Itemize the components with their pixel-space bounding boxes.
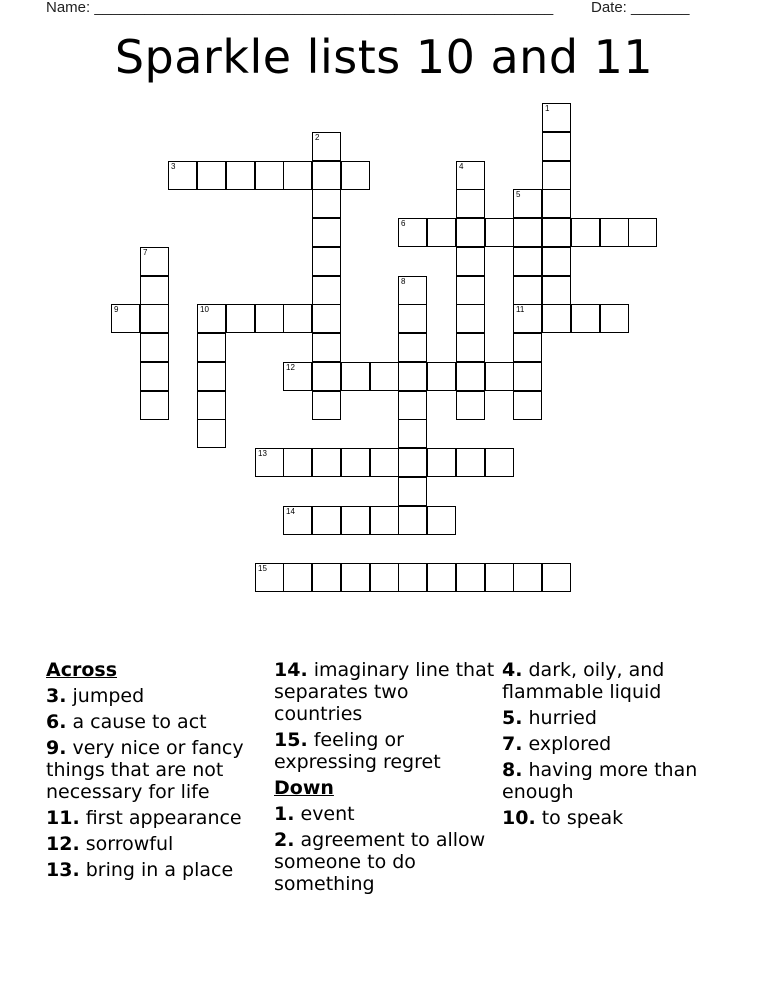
clue-number: 7. — [502, 733, 523, 755]
grid-cell[interactable] — [283, 506, 312, 535]
grid-cell[interactable] — [312, 362, 341, 391]
clue-text: explored — [528, 733, 612, 755]
clue-down-7 — [502, 733, 732, 755]
grid-cell[interactable] — [226, 304, 255, 333]
grid-cell[interactable] — [140, 362, 169, 391]
across-heading: Across — [46, 659, 118, 681]
cell-number: 5 — [516, 190, 521, 199]
cell-number: 1 — [545, 104, 550, 113]
clue-across-15 — [274, 729, 496, 773]
grid-cell[interactable] — [513, 247, 542, 276]
grid-cell[interactable] — [197, 304, 226, 333]
grid-cell[interactable] — [398, 419, 427, 448]
grid-cell[interactable] — [140, 276, 169, 305]
clue-down-2 — [274, 829, 496, 895]
grid-cell[interactable] — [513, 276, 542, 305]
grid-cell[interactable] — [197, 161, 226, 190]
grid-cell[interactable] — [312, 247, 341, 276]
grid-cell[interactable] — [513, 304, 542, 333]
cell-number: 8 — [401, 277, 406, 286]
clue-number: 4. — [502, 659, 523, 681]
grid-cell[interactable] — [111, 304, 140, 333]
grid-cell[interactable] — [312, 391, 341, 420]
grid-cell[interactable] — [456, 218, 485, 247]
cell-number: 12 — [286, 363, 295, 372]
clue-number: 12. — [46, 833, 80, 855]
clue-text: event — [300, 803, 355, 825]
grid-cell[interactable] — [370, 506, 399, 535]
clue-across-3 — [46, 685, 266, 707]
clue-number: 6. — [46, 711, 67, 733]
grid-cell[interactable] — [571, 304, 600, 333]
cell-number: 3 — [171, 162, 176, 171]
grid-cell[interactable] — [398, 477, 427, 506]
grid-cell[interactable] — [398, 333, 427, 362]
grid-cell[interactable] — [312, 304, 341, 333]
grid-cell[interactable] — [255, 304, 284, 333]
grid-cell[interactable] — [513, 218, 542, 247]
grid-cell[interactable] — [456, 333, 485, 362]
grid-cell[interactable] — [513, 391, 542, 420]
clues-column-3 — [502, 659, 732, 833]
cell-number: 14 — [286, 507, 295, 516]
clue-down-4 — [502, 659, 732, 703]
date-line: _______ — [631, 0, 690, 16]
grid-cell[interactable] — [542, 103, 571, 132]
grid-cell[interactable] — [312, 189, 341, 218]
clue-number: 8. — [502, 759, 523, 781]
grid-cell[interactable] — [542, 161, 571, 190]
grid-cell[interactable] — [398, 448, 427, 477]
clue-text: imaginary line that separates two countries — [274, 659, 495, 725]
grid-cell[interactable] — [542, 563, 571, 592]
grid-cell[interactable] — [312, 132, 341, 161]
grid-cell[interactable] — [513, 362, 542, 391]
clue-text: a cause to act — [72, 711, 207, 733]
clue-text: hurried — [528, 707, 597, 729]
grid-cell[interactable] — [283, 362, 312, 391]
grid-cell[interactable] — [341, 563, 370, 592]
grid-cell[interactable] — [370, 563, 399, 592]
grid-cell[interactable] — [456, 391, 485, 420]
grid-cell[interactable] — [456, 276, 485, 305]
grid-cell[interactable] — [312, 333, 341, 362]
cell-number: 9 — [114, 305, 119, 314]
grid-cell[interactable] — [513, 563, 542, 592]
clue-text: jumped — [72, 685, 145, 707]
grid-cell[interactable] — [456, 247, 485, 276]
clue-number: 9. — [46, 737, 67, 759]
grid-cell[interactable] — [542, 132, 571, 161]
clue-across-6 — [46, 711, 266, 733]
clue-number: 1. — [274, 803, 295, 825]
clue-number: 11. — [46, 807, 80, 829]
grid-cell[interactable] — [485, 218, 514, 247]
grid-cell[interactable] — [140, 333, 169, 362]
clue-down-1 — [274, 803, 496, 825]
grid-cell[interactable] — [542, 304, 571, 333]
cell-number: 13 — [258, 449, 267, 458]
clue-number: 14. — [274, 659, 308, 681]
grid-cell[interactable] — [197, 391, 226, 420]
grid-cell[interactable] — [427, 506, 456, 535]
grid-cell[interactable] — [398, 218, 427, 247]
grid-cell[interactable] — [312, 276, 341, 305]
clue-number: 5. — [502, 707, 523, 729]
grid-cell[interactable] — [370, 362, 399, 391]
clue-text: agreement to allow someone to do something — [274, 829, 486, 895]
clue-text: to speak — [541, 807, 624, 829]
grid-cell[interactable] — [456, 563, 485, 592]
grid-cell[interactable] — [312, 563, 341, 592]
clue-across-12 — [46, 833, 266, 855]
grid-cell[interactable] — [312, 161, 341, 190]
grid-cell[interactable] — [513, 333, 542, 362]
clue-text: first appearance — [85, 807, 242, 829]
grid-cell[interactable] — [427, 218, 456, 247]
cell-number: 2 — [315, 133, 320, 142]
clue-down-10 — [502, 807, 732, 829]
clue-number: 10. — [502, 807, 536, 829]
name-line: _______________________________________________________ — [94, 0, 554, 16]
grid-cell[interactable] — [398, 391, 427, 420]
grid-cell[interactable] — [542, 247, 571, 276]
grid-cell[interactable] — [456, 161, 485, 190]
page-title: Sparkle lists 10 and 11 — [114, 30, 654, 84]
clue-across-11 — [46, 807, 266, 829]
clue-number: 3. — [46, 685, 67, 707]
grid-cell[interactable] — [513, 189, 542, 218]
grid-cell[interactable] — [312, 506, 341, 535]
grid-cell[interactable] — [341, 362, 370, 391]
clue-text: bring in a place — [85, 859, 234, 881]
grid-cell[interactable] — [283, 304, 312, 333]
grid-cell[interactable] — [341, 161, 370, 190]
cell-number: 7 — [143, 248, 148, 257]
grid-cell[interactable] — [140, 391, 169, 420]
grid-cell[interactable] — [456, 362, 485, 391]
cell-number: 6 — [401, 219, 406, 228]
grid-cell[interactable] — [542, 189, 571, 218]
grid-cell[interactable] — [341, 448, 370, 477]
clues-column-1 — [46, 659, 266, 885]
cell-number: 11 — [516, 305, 525, 314]
grid-cell[interactable] — [398, 362, 427, 391]
grid-cell[interactable] — [398, 506, 427, 535]
clue-text: sorrowful — [85, 833, 174, 855]
grid-cell[interactable] — [197, 333, 226, 362]
clue-text: having more than enough — [502, 759, 698, 803]
grid-cell[interactable] — [456, 189, 485, 218]
grid-cell[interactable] — [456, 448, 485, 477]
grid-cell[interactable] — [485, 563, 514, 592]
clue-number: 15. — [274, 729, 308, 751]
name-label: Name: — [46, 0, 91, 16]
grid-cell[interactable] — [628, 218, 657, 247]
grid-cell[interactable] — [341, 506, 370, 535]
clue-text: very nice or fancy things that are not necessary for life — [46, 737, 244, 803]
clue-number: 13. — [46, 859, 80, 881]
clue-across-13 — [46, 859, 266, 881]
grid-cell[interactable] — [255, 448, 284, 477]
date-label: Date: — [591, 0, 627, 16]
down-heading: Down — [274, 777, 334, 799]
cell-number: 15 — [258, 564, 267, 573]
grid-cell[interactable] — [140, 304, 169, 333]
grid-cell[interactable] — [168, 161, 197, 190]
grid-cell[interactable] — [312, 448, 341, 477]
grid-cell[interactable] — [283, 563, 312, 592]
grid-cell[interactable] — [485, 448, 514, 477]
clue-across-14 — [274, 659, 496, 725]
grid-cell[interactable] — [485, 362, 514, 391]
clue-down-8 — [502, 759, 732, 803]
grid-cell[interactable] — [427, 448, 456, 477]
grid-cell[interactable] — [398, 563, 427, 592]
clue-across-9 — [46, 737, 266, 803]
grid-cell[interactable] — [312, 218, 341, 247]
grid-cell[interactable] — [427, 362, 456, 391]
clue-text: dark, oily, and flammable liquid — [502, 659, 665, 703]
grid-cell[interactable] — [456, 304, 485, 333]
grid-cell[interactable] — [600, 304, 629, 333]
grid-cell[interactable] — [398, 276, 427, 305]
grid-cell[interactable] — [571, 218, 600, 247]
grid-cell[interactable] — [197, 362, 226, 391]
clue-text: feeling or expressing regret — [274, 729, 441, 773]
clue-number: 2. — [274, 829, 295, 851]
grid-cell[interactable] — [542, 218, 571, 247]
grid-cell[interactable] — [283, 161, 312, 190]
grid-cell[interactable] — [427, 563, 456, 592]
clue-down-5 — [502, 707, 732, 729]
grid-cell[interactable] — [255, 563, 284, 592]
grid-cell[interactable] — [255, 161, 284, 190]
grid-cell[interactable] — [140, 247, 169, 276]
cell-number: 4 — [459, 162, 464, 171]
grid-cell[interactable] — [197, 419, 226, 448]
cell-number: 10 — [200, 305, 209, 314]
grid-cell[interactable] — [542, 276, 571, 305]
grid-cell[interactable] — [600, 218, 629, 247]
grid-cell[interactable] — [283, 448, 312, 477]
grid-cell[interactable] — [226, 161, 255, 190]
clues-column-2 — [274, 659, 496, 899]
grid-cell[interactable] — [398, 304, 427, 333]
grid-cell[interactable] — [370, 448, 399, 477]
